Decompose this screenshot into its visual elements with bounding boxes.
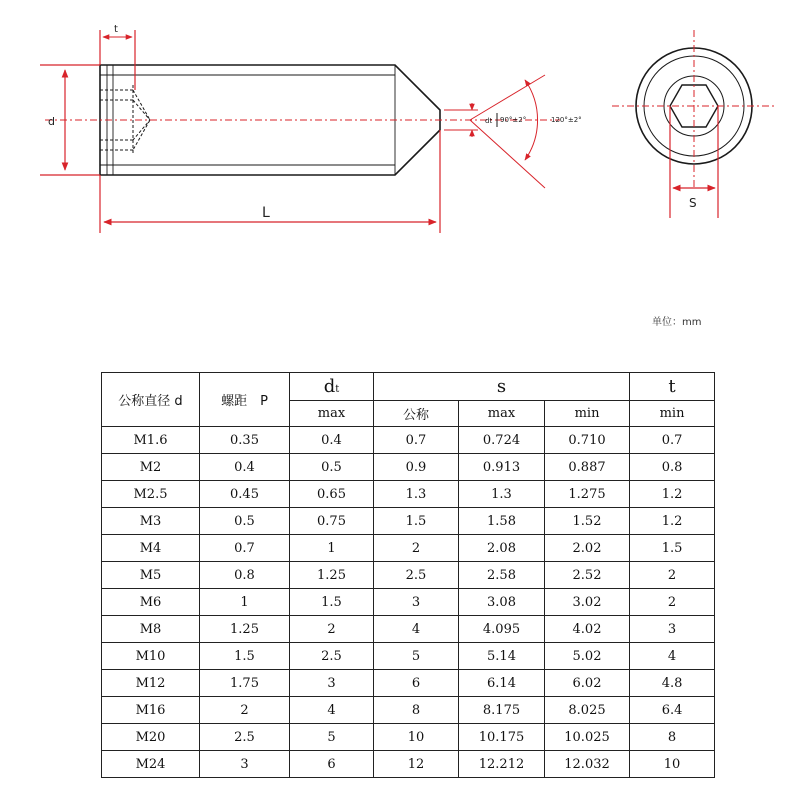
header-t: t: [630, 373, 715, 401]
table-cell: 0.9: [374, 454, 459, 481]
table-cell: M12: [102, 670, 200, 697]
table-cell: M5: [102, 562, 200, 589]
table-cell: 1.5: [630, 535, 715, 562]
table-body: [102, 427, 715, 778]
table-cell: 0.8: [200, 562, 290, 589]
t-extension-lines: [100, 30, 135, 90]
table-cell: 10: [374, 724, 459, 751]
table-cell: 0.5: [200, 508, 290, 535]
table-cell: 0.75: [290, 508, 374, 535]
table-cell: M16: [102, 697, 200, 724]
table-cell: 12.212: [459, 751, 545, 778]
table-cell: 5.14: [459, 643, 545, 670]
table-cell: 8: [374, 697, 459, 724]
header-dt: [290, 373, 374, 401]
table-cell: 0.887: [545, 454, 630, 481]
table-row: [102, 589, 715, 616]
table-cell: 12.032: [545, 751, 630, 778]
table-cell: 1.25: [290, 562, 374, 589]
dimension-table: [101, 372, 715, 778]
header-nominal-diameter: 公称直径 d: [102, 373, 200, 427]
table-cell: 2: [200, 697, 290, 724]
table-cell: 1.275: [545, 481, 630, 508]
table-cell: M8: [102, 616, 200, 643]
d-label: d: [48, 115, 55, 128]
table-cell: 3: [374, 589, 459, 616]
table-row: [102, 454, 715, 481]
table-cell: 6.02: [545, 670, 630, 697]
t-label: t: [114, 24, 118, 35]
table-cell: 3: [630, 616, 715, 643]
table-cell: 8: [630, 724, 715, 751]
table-cell: 3.08: [459, 589, 545, 616]
table-cell: 2: [374, 535, 459, 562]
table-cell: 1.5: [200, 643, 290, 670]
table-row: [102, 481, 715, 508]
table-cell: 10.025: [545, 724, 630, 751]
technical-drawing: [0, 0, 800, 300]
unit-note: 单位：mm: [652, 317, 702, 328]
table-row: [102, 643, 715, 670]
table-cell: 0.4: [290, 427, 374, 454]
table-cell: M1.6: [102, 427, 200, 454]
table-cell: 2.52: [545, 562, 630, 589]
table-cell: 2: [630, 562, 715, 589]
table-row: [102, 427, 715, 454]
table-row: [102, 751, 715, 778]
table-cell: 6: [290, 751, 374, 778]
table-cell: 1.75: [200, 670, 290, 697]
table-row: [102, 670, 715, 697]
table-cell: 1.2: [630, 508, 715, 535]
table-cell: 2.08: [459, 535, 545, 562]
table-cell: 0.4: [200, 454, 290, 481]
table-cell: 1.3: [459, 481, 545, 508]
table-cell: 0.913: [459, 454, 545, 481]
dt-label: dt: [485, 117, 493, 125]
table-cell: 1.5: [374, 508, 459, 535]
table-cell: 2.58: [459, 562, 545, 589]
table-cell: 6.4: [630, 697, 715, 724]
header-pitch: 螺距 P: [200, 373, 290, 427]
table-cell: 2: [290, 616, 374, 643]
table-cell: 8.175: [459, 697, 545, 724]
table-cell: 1.58: [459, 508, 545, 535]
table-cell: 0.5: [290, 454, 374, 481]
table-cell: 0.7: [630, 427, 715, 454]
table-cell: 2.5: [290, 643, 374, 670]
table-cell: 1.52: [545, 508, 630, 535]
table-cell: 2: [630, 589, 715, 616]
header-s-nominal: 公称: [374, 401, 459, 427]
table-cell: 8.025: [545, 697, 630, 724]
table-cell: M2: [102, 454, 200, 481]
table-cell: 1.25: [200, 616, 290, 643]
header-dt-sub: t: [335, 384, 340, 395]
cone-angle-label: 120°±2°: [551, 116, 582, 124]
table-cell: M2.5: [102, 481, 200, 508]
table-cell: M6: [102, 589, 200, 616]
table-cell: 1.2: [630, 481, 715, 508]
table-cell: 10: [630, 751, 715, 778]
L-label: L: [262, 205, 270, 221]
screw-end-view: [612, 30, 776, 218]
cone-angle-lines: [470, 75, 545, 188]
table-row: [102, 724, 715, 751]
table-cell: 4: [630, 643, 715, 670]
L-extension-lines: [100, 130, 440, 233]
S-label: S: [689, 196, 697, 210]
table-cell: 1: [290, 535, 374, 562]
table-cell: 4.02: [545, 616, 630, 643]
table-row: [102, 562, 715, 589]
table-row: [102, 697, 715, 724]
table-cell: 1.5: [290, 589, 374, 616]
table-cell: 5: [290, 724, 374, 751]
table-cell: 5.02: [545, 643, 630, 670]
header-s: s: [374, 373, 630, 401]
table-cell: 5: [374, 643, 459, 670]
table-cell: 3: [290, 670, 374, 697]
header-s-max: max: [459, 401, 545, 427]
header-t-min: min: [630, 401, 715, 427]
table-cell: M24: [102, 751, 200, 778]
table-cell: 6.14: [459, 670, 545, 697]
table-cell: 4.8: [630, 670, 715, 697]
table-cell: M4: [102, 535, 200, 562]
table-cell: 0.45: [200, 481, 290, 508]
table-cell: 1: [200, 589, 290, 616]
table-cell: 4.095: [459, 616, 545, 643]
tip-angle-label: 90°±2°: [500, 116, 527, 124]
table-cell: 0.35: [200, 427, 290, 454]
table-cell: M10: [102, 643, 200, 670]
table-cell: 0.710: [545, 427, 630, 454]
table-cell: M3: [102, 508, 200, 535]
table-cell: 12: [374, 751, 459, 778]
table-cell: 2.5: [200, 724, 290, 751]
header-dt-main: d: [323, 376, 336, 397]
table-cell: 4: [290, 697, 374, 724]
table-cell: 6: [374, 670, 459, 697]
table-cell: 4: [374, 616, 459, 643]
table-cell: 0.65: [290, 481, 374, 508]
table-row: [102, 508, 715, 535]
table-cell: 2.5: [374, 562, 459, 589]
table-cell: 0.724: [459, 427, 545, 454]
table-cell: 0.8: [630, 454, 715, 481]
table-cell: 3: [200, 751, 290, 778]
header-s-min: min: [545, 401, 630, 427]
table-cell: 0.7: [200, 535, 290, 562]
table-cell: 10.175: [459, 724, 545, 751]
table-cell: 2.02: [545, 535, 630, 562]
table-cell: M20: [102, 724, 200, 751]
table-cell: 3.02: [545, 589, 630, 616]
table-cell: 1.3: [374, 481, 459, 508]
table-cell: 0.7: [374, 427, 459, 454]
table-row: [102, 616, 715, 643]
header-dt-max: max: [290, 401, 374, 427]
table-row: [102, 535, 715, 562]
